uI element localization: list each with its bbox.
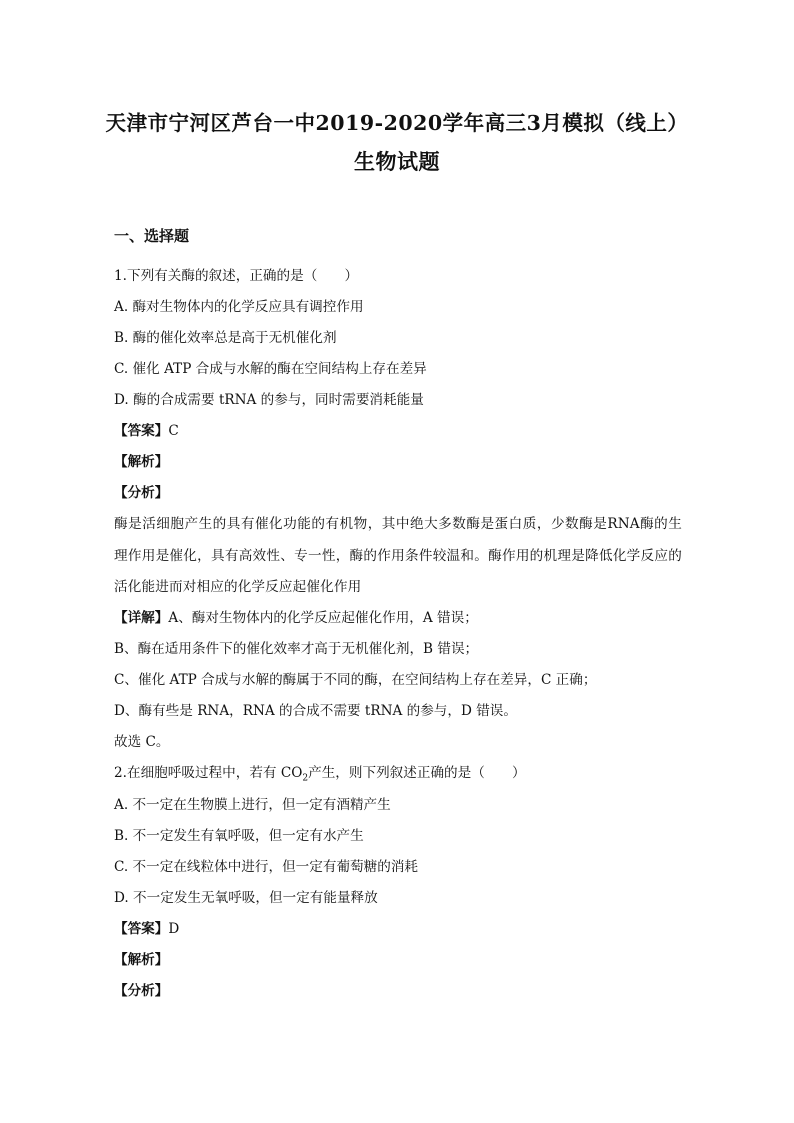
question-1-option-d: D. 酶的合成需要 tRNA 的参与，同时需要消耗能量 <box>114 392 424 408</box>
question-2-analysis-tag: 【解析】 <box>114 952 169 968</box>
detail-tag: 【详解】 <box>114 610 169 626</box>
document-subtitle: 生物试题 <box>354 149 440 174</box>
question-2-fenxi-tag: 【分析】 <box>114 983 169 999</box>
question-1-option-b: B. 酶的催化效率总是高于无机催化剂 <box>114 330 337 346</box>
question-2-stem-before: 2.在细胞呼吸过程中，若有 CO <box>114 765 303 781</box>
answer-value: D <box>168 921 180 937</box>
question-2-answer <box>114 919 179 939</box>
question-1-detail-line-c: C、催化 ATP 合成与水解的酶属于不同的酶，在空间结构上存在差异，C 正确； <box>114 672 597 688</box>
question-1-conclusion: 故选 C。 <box>114 734 170 750</box>
question-1-detail-line-d: D、酶有些是 RNA，RNA 的合成不需要 tRNA 的参与，D 错误。 <box>114 703 517 719</box>
answer-value: C <box>168 423 179 439</box>
question-1-fenxi-text: 酶是活细胞产生的具有催化功能的有机物，其中绝大多数酶是蛋白质，少数酶是RNA酶的生理作用是催化，具有高效性、专一性，酶的作用条件较温和。酶作用的机理是降低化学反应的活化能进而对相应的化学反应起催化作用 <box>114 516 682 596</box>
question-2-stem-after: 产生，则下列叙述正确的是（ ） <box>308 765 526 781</box>
question-2-option-d: D. 不一定发生无氧呼吸，但一定有能量释放 <box>114 890 378 906</box>
question-2-option-c: C. 不一定在线粒体中进行，但一定有葡萄糖的消耗 <box>114 859 419 875</box>
section-heading: 一、选择题 <box>114 227 190 245</box>
answer-tag: 【答案】 <box>114 423 169 439</box>
question-2-stem <box>114 763 526 789</box>
question-1-option-c: C. 催化 ATP 合成与水解的酶在空间结构上存在差异 <box>114 361 427 377</box>
detail-text-a: A、酶对生物体内的化学反应起催化作用，A 错误； <box>168 610 478 626</box>
question-1-option-a: A. 酶对生物体内的化学反应具有调控作用 <box>114 299 364 315</box>
question-2-option-b: B. 不一定发生有氧呼吸，但一定有水产生 <box>114 828 364 844</box>
question-2-option-a: A. 不一定在生物膜上进行，但一定有酒精产生 <box>114 797 391 813</box>
question-1-analysis-tag: 【解析】 <box>114 454 169 470</box>
question-1-answer <box>114 421 179 441</box>
question-1-stem: 1.下列有关酶的叙述，正确的是（ ） <box>114 268 359 284</box>
co2-subscript: 2 <box>302 773 309 784</box>
question-1-detail-line-a <box>114 608 478 628</box>
question-1-fenxi-tag: 【分析】 <box>114 485 169 501</box>
question-1-detail-line-b: B、酶在适用条件下的催化效率才高于无机催化剂，B 错误； <box>114 641 479 657</box>
document-title: 天津市宁河区芦台一中2019-2020学年高三3月模拟（线上） <box>105 111 689 135</box>
answer-tag: 【答案】 <box>114 921 169 937</box>
